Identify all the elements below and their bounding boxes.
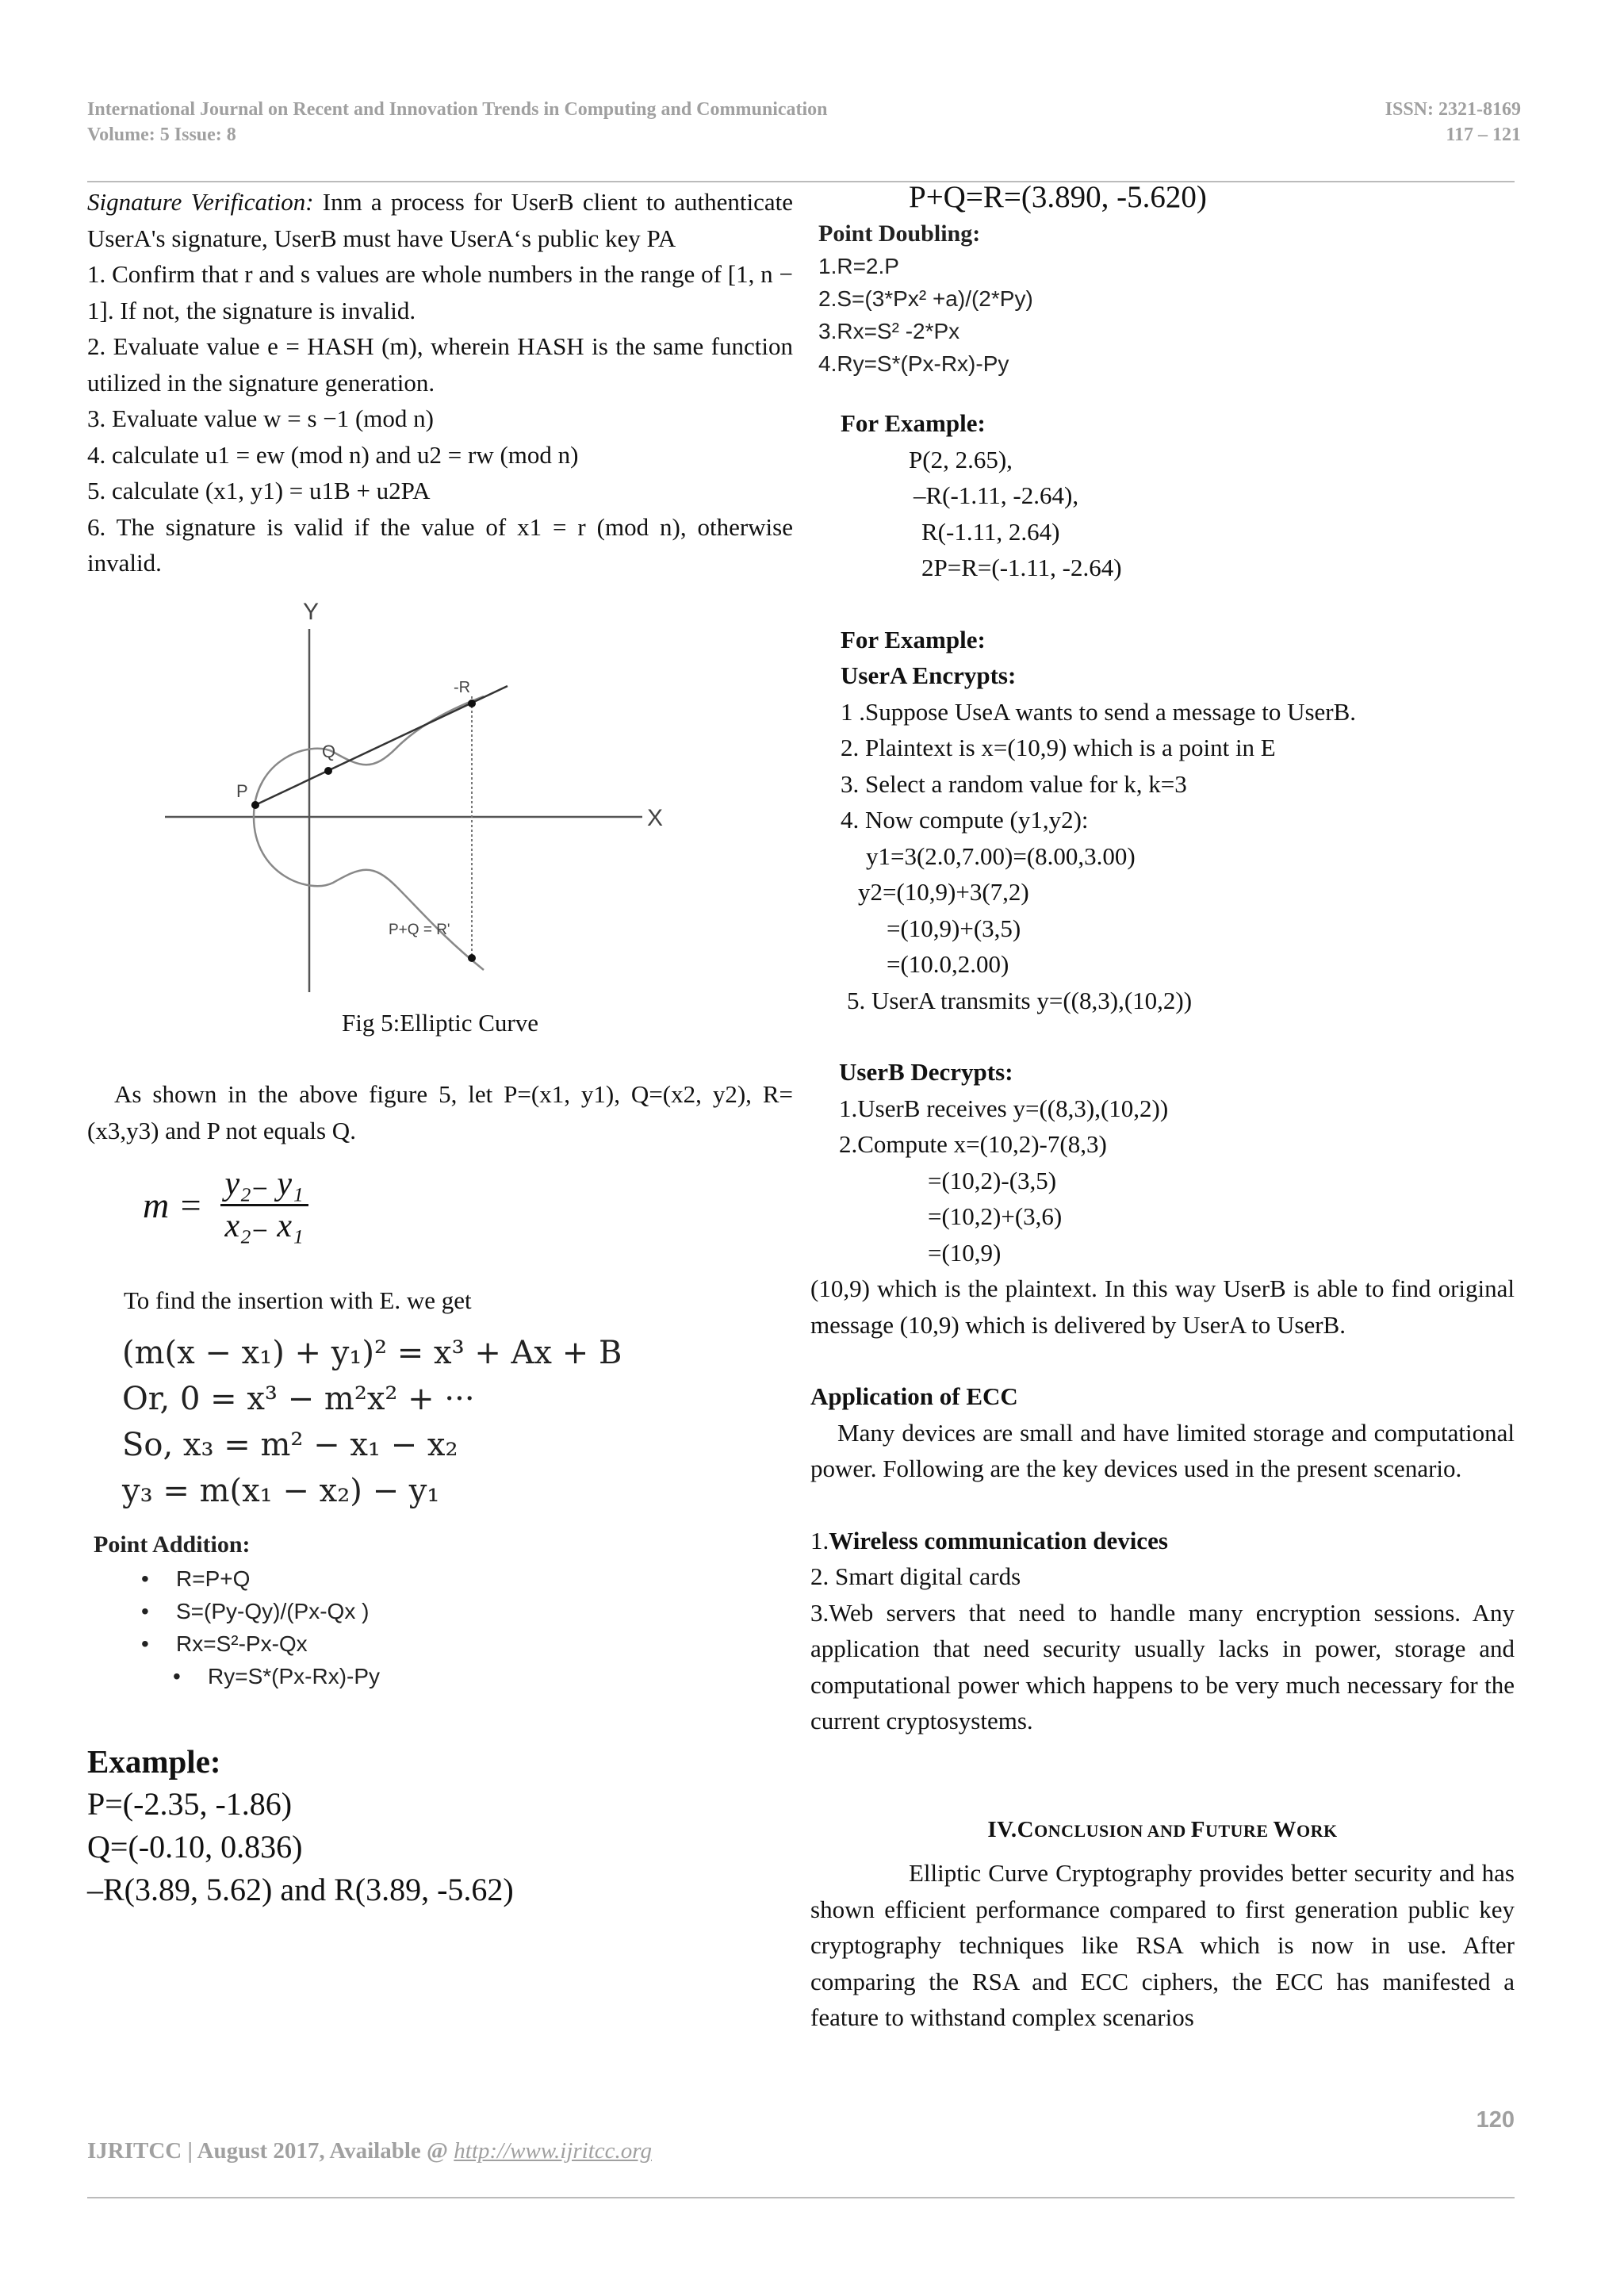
application-item-1: 1.Wireless communication devices [810, 1526, 1168, 1554]
slope-denominator: x₂₋ x₁ [224, 1208, 304, 1244]
journal-name: International Journal on Recent and Innovation Trends in Computing and Communication [87, 99, 828, 120]
application-paragraph: Many devices are small and have limited storage and computational power. Following are the key devices used in the present scenario. [810, 1418, 1515, 1482]
example-line: –R(3.89, 5.62) and R(3.89, -5.62) [87, 1871, 514, 1907]
example1-line: 2P=R=(-1.11, -2.64) [921, 554, 1122, 581]
point-addition-title: Point Addition: [94, 1531, 251, 1558]
running-header [87, 97, 828, 148]
point-addition-item: • Ry=S*(Px-Rx)-Py [176, 1660, 793, 1692]
point-addition-item: • S=(Py-Qy)/(Px-Qx ) [176, 1595, 793, 1627]
point-addition-block [94, 1528, 793, 1692]
point-doubling-title: Point Doubling: [818, 220, 981, 247]
decrypt-line: =(10,2)+(3,6) [928, 1202, 1063, 1230]
point-p-label: P [236, 780, 248, 801]
encrypt-line: 1 .Suppose UseA wants to send a message to UserB. [841, 697, 1357, 726]
slope-numerator: y₂₋ y₁ [220, 1164, 308, 1206]
sigver-text: Inm a process for UserB client to authenticate UserA's signature, UserB must have UserA‘s public key PA [87, 188, 793, 252]
math-line-4: y₃ = m(x₁ − x₂) − y₁ [122, 1472, 440, 1509]
issn-block [1385, 97, 1521, 148]
spacer [87, 1041, 793, 1076]
footer-text [87, 2138, 652, 2164]
encrypt-line: 3. Select a random value for k, k=3 [841, 769, 1187, 798]
slope-equation [143, 1164, 793, 1246]
point-doubling-item: 2.S=(3*Px² +a)/(2*Py) [818, 286, 1033, 311]
sigver-label: Signature Verification: [87, 188, 314, 216]
application-item-3: 3.Web servers that need to handle many encryption sessions. Any application that need security usually lacks in power, storage and computational power which happens to be very much necessary for the current cryptosystems. [810, 1598, 1515, 1734]
example2-title: For Example: [841, 625, 986, 654]
point-doubling-item: 3.Rx=S² -2*Px [818, 319, 960, 343]
footer-link[interactable]: http://www.ijritcc.org [454, 2138, 652, 2164]
slope-lhs: m = [143, 1184, 203, 1225]
y-axis-label: Y [303, 598, 320, 625]
left-column [87, 184, 793, 1911]
example-block [87, 1740, 793, 1911]
example1-block [810, 405, 1515, 586]
point-doubling-block [818, 217, 1515, 380]
step-6: 6. The signature is valid if the value of x1 = r (mod n), otherwise invalid. [87, 512, 793, 577]
point-addition-item: • Rx=S²-Px-Qx [176, 1627, 793, 1660]
page-number: 120 [1476, 2107, 1515, 2133]
example-line: P=(-2.35, -1.86) [87, 1785, 293, 1822]
conclusion-paragraph: Elliptic Curve Cryptography provides better security and has shown efficient performance compared to first generation public key cryptography techniques like RSA which is now in use. After comparing the RSA and ECC ciphers, the ECC has manifested a feature to withstand complex scenarios [810, 1859, 1515, 2031]
conclusion-section [810, 1812, 1515, 2036]
example1-line: P(2, 2.65), [909, 445, 1013, 473]
step-4: 4. calculate u1 = ew (mod n) and u2 = rw (mod n) [87, 440, 579, 469]
right-column [810, 180, 1515, 2036]
point-addition-list [94, 1562, 793, 1692]
step-1: 1. Confirm that r and s values are whole numbers in the range of [1, n − 1]. If not, the signature is invalid. [87, 260, 793, 324]
decrypt-line: =(10,2)-(3,5) [928, 1166, 1057, 1194]
footer-rule [87, 2197, 1515, 2198]
figure-caption: Fig 5:Elliptic Curve [342, 1008, 538, 1037]
application-section [810, 1378, 1515, 1739]
step-2: 2. Evaluate value e = HASH (m), wherein HASH is the same function utilized in the signature generation. [87, 332, 793, 397]
point-q-label: Q [322, 741, 336, 761]
point-doubling-item: 1.R=2.P [818, 254, 899, 278]
journal-volume: Volume: 5 Issue: 8 [87, 125, 236, 145]
example2-block [810, 622, 1515, 1343]
point-addition-item: • R=P+Q [176, 1562, 793, 1595]
encrypt-line: =(10,9)+(3,5) [887, 914, 1021, 942]
point-negr-label: -R [454, 678, 471, 696]
encrypt-line: y1=3(2.0,7.00)=(8.00,3.00) [866, 841, 1136, 870]
elliptic-curve-figure [87, 589, 793, 1002]
decrypt-line: =(10,9) [928, 1238, 1002, 1267]
shown-paragraph: As shown in the above figure 5, let P=(x1, y1), Q=(x2, y2), R=(x3,y3) and P not equals Q. [87, 1080, 793, 1144]
elliptic-curve-diagram [159, 589, 698, 1002]
slope-fraction [220, 1164, 308, 1246]
footer-source: IJRITCC | August 2017, Available @ [87, 2138, 454, 2164]
encrypt-line: =(10.0,2.00) [887, 950, 1009, 978]
math-line-3: So, x₃ = m² − x₁ − x₂ [122, 1426, 458, 1463]
encrypt-line: y2=(10,9)+3(7,2) [858, 878, 1029, 906]
pqr-result: P+Q=R=(3.890, -5.620) [909, 180, 1207, 214]
encrypt-line: 2. Plaintext is x=(10,9) which is a point in E [841, 734, 1276, 761]
plaintext-conclusion: (10,9) which is the plaintext. In this way UserB is able to find original message (10,9) which is delivered by UserA to UserB. [810, 1274, 1515, 1339]
decrypt-line: 2.Compute x=(10,2)-7(8,3) [839, 1130, 1107, 1158]
application-title: Application of ECC [810, 1382, 1018, 1410]
encrypt-line: 5. UserA transmits y=((8,3),(10,2)) [847, 986, 1193, 1014]
section-heading: IV.CONCLUSION AND FUTURE WORK [987, 1816, 1338, 1842]
example1-line: –R(-1.11, -2.64), [914, 481, 1079, 509]
application-item-2: 2. Smart digital cards [810, 1562, 1021, 1590]
example-title: Example: [87, 1742, 221, 1780]
decrypt-line: 1.UserB receives y=((8,3),(10,2)) [839, 1094, 1169, 1122]
signature-verification-paragraph [87, 184, 793, 256]
encrypt-line: 4. Now compute (y1,y2): [841, 806, 1089, 834]
step-5: 5. calculate (x1, y1) = u1B + u2PA [87, 477, 431, 504]
example1-line: R(-1.11, 2.64) [921, 517, 1060, 546]
insertion-math [122, 1330, 793, 1514]
point-doubling-item: 4.Ry=S*(Px-Rx)-Py [818, 351, 1009, 376]
encrypt-title: UserA Encrypts: [841, 661, 1017, 689]
step-3: 3. Evaluate value w = s −1 (mod n) [87, 404, 434, 432]
decrypt-title: UserB Decrypts: [839, 1058, 1013, 1086]
example-line: Q=(-0.10, 0.836) [87, 1828, 303, 1865]
math-line-2: Or, 0 = x³ − m²x² + ··· [122, 1380, 475, 1417]
insertion-text: To find the insertion with E. we get [124, 1286, 472, 1314]
math-line-1: (m(x − x₁) + y₁)² = x³ + Ax + B [122, 1334, 622, 1371]
x-axis-label: X [647, 804, 664, 831]
issn: ISSN: 2321-8169 [1385, 99, 1521, 120]
page-range: 117 – 121 [1446, 125, 1521, 145]
example1-title: For Example: [841, 409, 986, 437]
point-sum-label: P+Q = R' [389, 921, 450, 938]
